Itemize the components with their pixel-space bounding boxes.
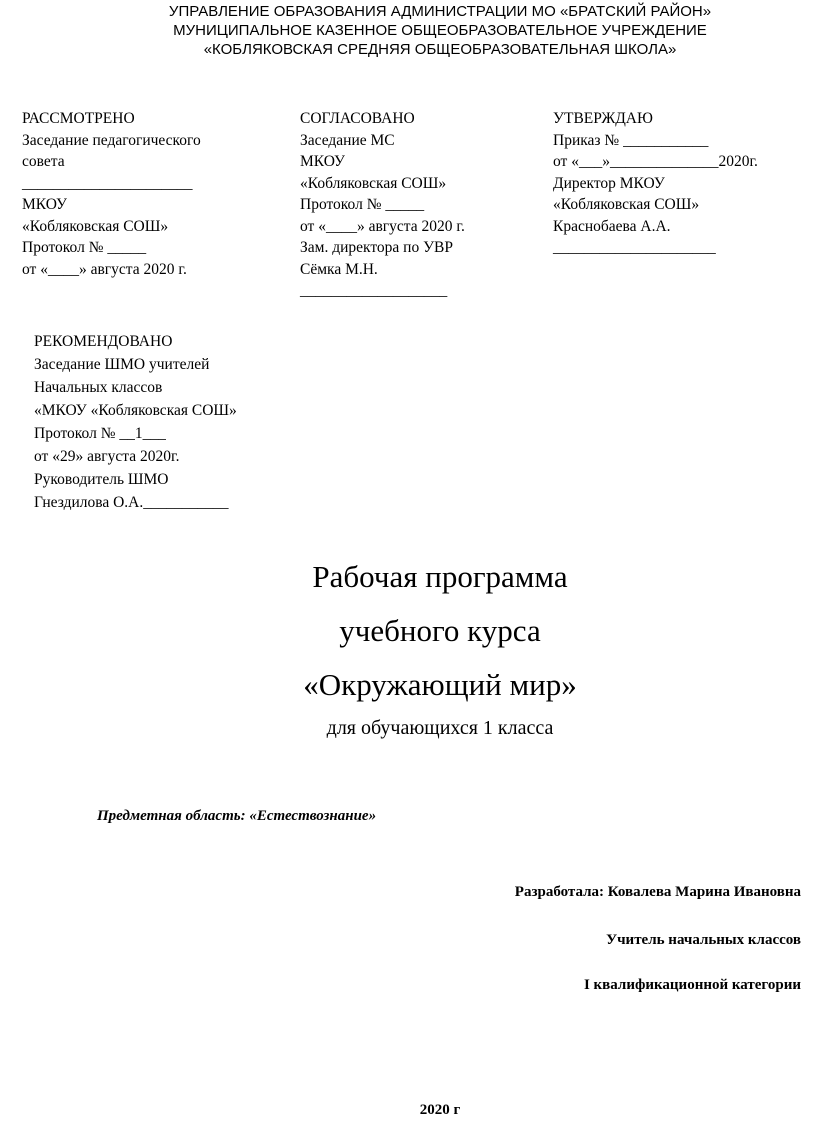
recommended-line: Начальных классов (34, 379, 163, 396)
recommended-date: от «29» августа 2020г. (34, 448, 180, 465)
subject-area: Предметная область: «Естествознание» (97, 808, 377, 824)
considered-protocol: Протокол № _____ (22, 239, 147, 256)
agreed-signer: Сёмка М.Н. (300, 260, 378, 278)
program-title-line-3: «Окружающий мир» (303, 667, 577, 702)
approved-date: от «___»______________2020г. (553, 153, 758, 170)
approved-line: Директор МКОУ (553, 174, 665, 192)
header-line-1: УПРАВЛЕНИЕ ОБРАЗОВАНИЯ АДМИНИСТРАЦИИ МО «БРАТСКИЙ РАЙОН» (168, 3, 712, 20)
agreed-heading: СОГЛАСОВАНО (300, 110, 415, 127)
program-title-block (0, 550, 816, 742)
considered-signature-line: ______________________ (22, 174, 193, 192)
considered-heading: РАССМОТРЕНО (22, 110, 135, 127)
agreed-protocol: Протокол № _____ (300, 196, 425, 213)
recommended-heading: РЕКОМЕНДОВАНО (34, 333, 173, 350)
recommended-line: Заседание ШМО учителей (34, 356, 210, 373)
approved-heading: УТВЕРЖДАЮ (553, 110, 653, 127)
header-line-2: МУНИЦИПАЛЬНОЕ КАЗЕННОЕ ОБЩЕОБРАЗОВАТЕЛЬНОЕ УЧРЕЖДЕНИЕ (173, 22, 707, 39)
agreed-line: МКОУ (300, 153, 346, 170)
agreed-block (300, 108, 465, 302)
program-title-line-1: Рабочая программа (312, 559, 568, 594)
agreed-date: от «____» августа 2020 г. (300, 217, 465, 235)
recommended-line: Руководитель ШМО (34, 471, 169, 488)
recommended-protocol: Протокол № __1___ (34, 425, 166, 442)
agreed-line: «Кобляковская СОШ» (300, 174, 447, 192)
author-category: I квалификационной категории (583, 977, 801, 993)
agreed-line: Заседание МС (300, 131, 395, 149)
considered-line: МКОУ (22, 196, 68, 213)
considered-line: совета (22, 153, 65, 170)
considered-block (22, 108, 201, 280)
recommended-block (34, 330, 237, 514)
author-position: Учитель начальных классов (606, 932, 801, 948)
considered-line: Заседание педагогического (22, 131, 201, 149)
document-header (0, 2, 816, 59)
header-line-3: «КОБЛЯКОВСКАЯ СРЕДНЯЯ ОБЩЕОБРАЗОВАТЕЛЬНАЯ ШКОЛА» (203, 41, 677, 58)
approved-block (553, 108, 758, 259)
approved-signature-line: _____________________ (553, 239, 716, 256)
approved-signer: Краснобаева А.А. (553, 217, 671, 235)
recommended-line: «МКОУ «Кобляковская СОШ» (34, 402, 237, 419)
recommended-signer: Гнездилова О.А.___________ (34, 494, 229, 511)
program-title-line-2: учебного курса (339, 613, 541, 648)
agreed-signature-line: ___________________ (300, 282, 448, 299)
considered-line: «Кобляковская СОШ» (22, 217, 169, 235)
document-year: 2020 г (419, 1102, 461, 1118)
author-developer: Разработала: Ковалева Марина Ивановна (514, 884, 801, 900)
approved-order: Приказ № ___________ (553, 131, 709, 149)
considered-date: от «____» августа 2020 г. (22, 260, 187, 278)
program-subtitle: для обучающихся 1 класса (326, 717, 554, 739)
approved-line: «Кобляковская СОШ» (553, 196, 700, 213)
agreed-line: Зам. директора по УВР (300, 239, 454, 256)
